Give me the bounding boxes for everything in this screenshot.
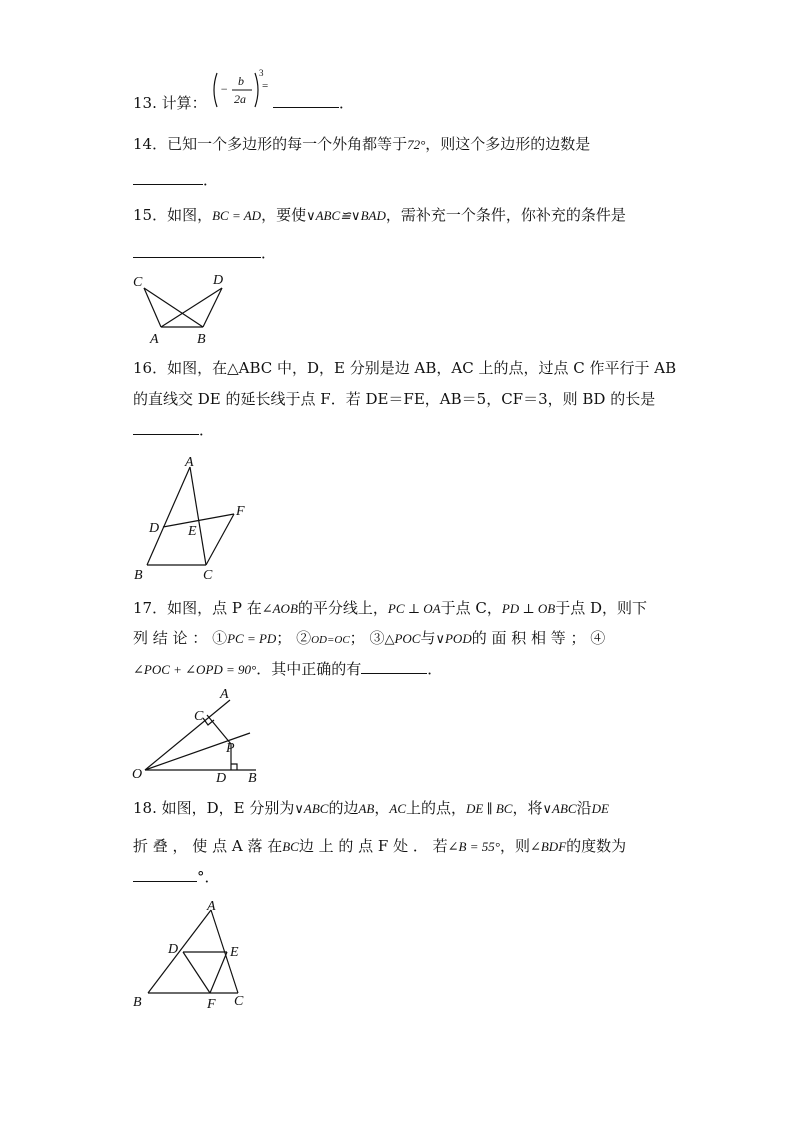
q17-text4: 于点 D，则下 bbox=[555, 599, 648, 617]
q18-degree-period: °． bbox=[197, 868, 220, 886]
fig17-label-o: O bbox=[132, 767, 143, 782]
q17-angle-aob: ∠AOB bbox=[261, 601, 298, 616]
fig17-label-c: C bbox=[194, 709, 204, 724]
q16-period: ． bbox=[199, 421, 215, 439]
q13-minus: − bbox=[220, 82, 229, 96]
q18-text5: ，将 bbox=[512, 799, 543, 817]
q17-text2: 的平分线上， bbox=[297, 599, 388, 617]
q13-number: 13. bbox=[133, 94, 157, 112]
q13-equals: = bbox=[262, 80, 269, 92]
q14-text-end: ，则这个多边形的边数是 bbox=[425, 135, 591, 153]
q15-period: ． bbox=[261, 244, 277, 262]
fig16-label-b: B bbox=[134, 568, 143, 583]
q18-text1: 18. 如图，D，E 分别为 bbox=[133, 799, 295, 817]
fig15-label-b: B bbox=[197, 332, 206, 347]
fig18-label-d: D bbox=[168, 942, 179, 957]
q18-de: DE bbox=[591, 801, 609, 816]
fig18-label-a: A bbox=[207, 899, 216, 914]
fig15-label-d: D bbox=[213, 273, 224, 288]
q17-poc: △POC bbox=[384, 631, 421, 646]
q15-text1: 15．如图， bbox=[133, 206, 213, 224]
q18-text2: 的边 bbox=[328, 799, 359, 817]
q18-text9: ，则 bbox=[499, 837, 530, 855]
q15-text2: ，要使 bbox=[261, 206, 307, 224]
q17-text9: 的 面 积 相 等 ； ④ bbox=[471, 629, 606, 647]
q17-text10: ．其中正确的有 bbox=[256, 660, 362, 678]
q18-text10: 的度数为 bbox=[566, 837, 627, 855]
fig16-label-a: A bbox=[185, 455, 194, 470]
q17-formula: ∠POC + ∠OPD = 90° bbox=[133, 662, 257, 677]
q18-text4: 上的点， bbox=[406, 799, 467, 817]
q17-pd-ob: PD ⊥ OB bbox=[501, 601, 556, 616]
q14-text: 14．已知一个多边形的每一个外角都等于 bbox=[133, 135, 408, 153]
q14-angle: 72° bbox=[407, 137, 426, 152]
q18-ab: AB bbox=[358, 801, 375, 816]
fig18-label-c: C bbox=[234, 994, 244, 1009]
q18-bc: BC bbox=[282, 839, 299, 854]
q16-line1: 16．如图，在△ABC 中，D，E 分别是边 AB，AC 上的点，过点 C 作平行于 AB bbox=[133, 359, 677, 377]
fig16-label-f: F bbox=[236, 504, 245, 519]
q17-pc-pd: PC = PD bbox=[227, 631, 277, 646]
q18-text7: 折 叠 ， 使 点 A 落 在 bbox=[133, 837, 283, 855]
q13-exponent: 3 bbox=[259, 68, 264, 78]
q17-text8: 与 bbox=[420, 629, 436, 647]
q14-period: ． bbox=[203, 171, 219, 189]
q13-denominator: 2a bbox=[234, 92, 246, 106]
q15-text3: ，需补充一个条件，你补充的条件是 bbox=[385, 206, 626, 224]
q17-text6: ； ② bbox=[276, 629, 312, 647]
q17-period: ． bbox=[427, 660, 443, 678]
q17-text1: 17．如图，点 P 在 bbox=[133, 599, 262, 617]
q13-prefix: 计算： bbox=[161, 94, 207, 112]
fig17-label-d: D bbox=[216, 771, 227, 786]
fig18-label-f: F bbox=[207, 997, 216, 1012]
q17-pod: ∨POD bbox=[435, 631, 472, 646]
q18-de-bc: DE ∥ BC bbox=[466, 801, 513, 816]
fig17-label-p: P bbox=[226, 741, 235, 756]
q17-od-oc: OD=OC bbox=[311, 634, 350, 646]
q18-angle-b: ∠B = 55° bbox=[447, 839, 500, 854]
q18-bdf: ∠BDF bbox=[529, 839, 567, 854]
fig17-label-b: B bbox=[248, 771, 257, 786]
q18-ac: AC bbox=[389, 801, 406, 816]
fig18-label-e: E bbox=[230, 945, 239, 960]
q16-line2: 的直线交 DE 的延长线于点 F．若 DE＝FE，AB＝5，CF＝3，则 BD 的长是 bbox=[133, 390, 656, 408]
q18-abc: ∨ABC bbox=[294, 801, 329, 816]
fig17-label-a: A bbox=[220, 687, 229, 702]
q18-text3: ， bbox=[374, 799, 390, 817]
q15-triangles: ∨ABC≌∨BAD bbox=[306, 208, 386, 223]
q17-pc-oa: PC ⊥ OA bbox=[387, 601, 441, 616]
fig15-label-a: A bbox=[150, 332, 159, 347]
fig16-label-c: C bbox=[203, 568, 213, 583]
fig16-label-e: E bbox=[188, 524, 197, 539]
q13-numerator: b bbox=[238, 74, 244, 88]
fig16-label-d: D bbox=[149, 521, 160, 536]
q18-text6: 沿 bbox=[576, 799, 592, 817]
q17-text5: 列 结 论 ： ① bbox=[133, 629, 228, 647]
q18-text8: 边 上 的 点 F 处 ． 若 bbox=[298, 837, 448, 855]
q13-period: ． bbox=[339, 94, 355, 112]
q17-text3: 于点 C， bbox=[440, 599, 502, 617]
q15-condition: BC = AD bbox=[212, 208, 262, 223]
fig15-label-c: C bbox=[133, 275, 143, 290]
q17-text7: ； ③ bbox=[349, 629, 385, 647]
fig18-label-b: B bbox=[133, 995, 142, 1010]
q18-abc2: ∨ABC bbox=[542, 801, 577, 816]
